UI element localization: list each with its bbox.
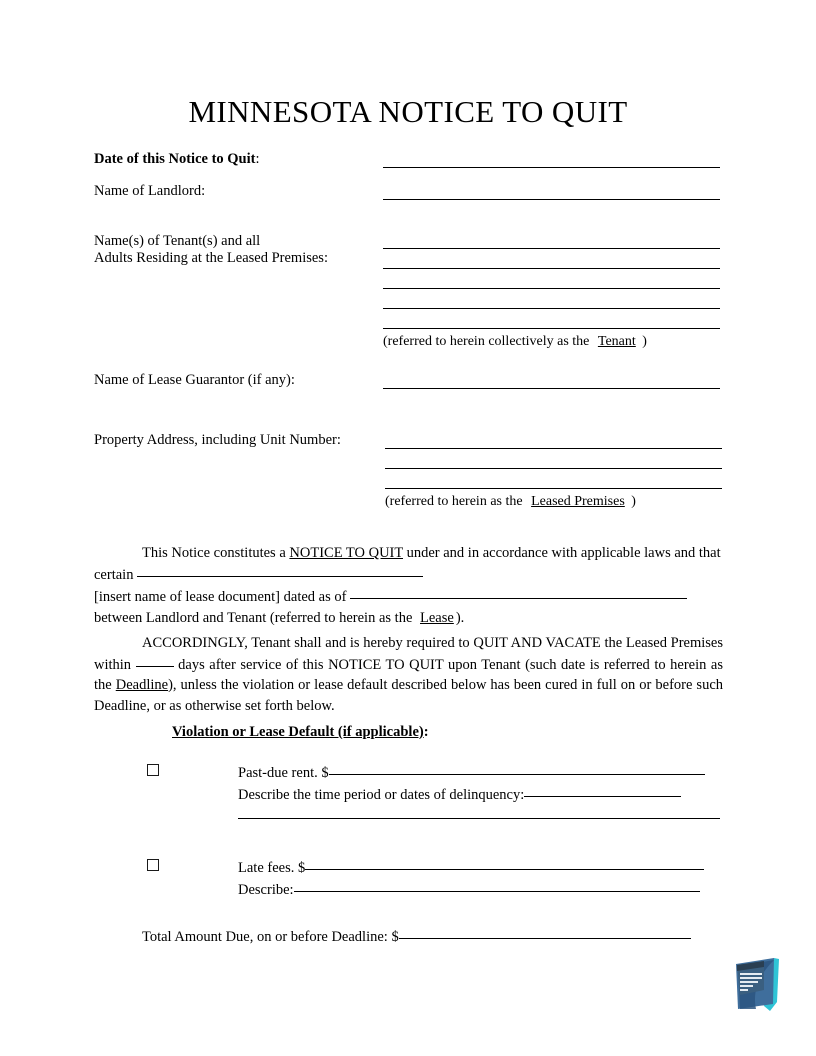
late-fees-label	[238, 856, 704, 877]
accordingly-paragraph	[94, 633, 723, 716]
p2-segment-3: ), unless the violation or lease default described below has been cured in full on or before such Deadline, or as otherwise set forth below.	[94, 677, 724, 714]
p1-segment-5: ).	[455, 609, 465, 626]
violation-section-heading	[172, 723, 429, 741]
document-logo	[730, 956, 780, 1014]
p2-segment-1: ACCORDINGLY, Tenant shall and is hereby required to QUIT AND VACATE the Leased Premises within	[94, 635, 723, 674]
property-address-blank-line-3[interactable]	[385, 488, 722, 489]
leased-premises-definition-note	[385, 493, 636, 510]
lease-date-blank[interactable]	[350, 585, 687, 599]
past-due-rent-label	[238, 761, 705, 782]
date-of-notice-label	[94, 151, 260, 168]
total-amount-due-label: Total Amount Due, on or before Deadline: $	[142, 929, 399, 945]
tenant-names-label-line1: Name(s) of Tenant(s) and all	[94, 233, 261, 249]
leased-premises-note-prefix: (referred to herein as the	[385, 494, 523, 509]
late-fees-amount-blank[interactable]	[305, 856, 704, 870]
checkbox-past-due-rent[interactable]	[147, 764, 159, 776]
total-amount-due-blank[interactable]	[399, 925, 691, 939]
late-fees-describe-row	[238, 878, 700, 899]
tenant-blank-line-2[interactable]	[383, 268, 720, 269]
lease-defined-term: Lease	[420, 609, 454, 626]
past-due-rent-describe-blank-1[interactable]	[524, 783, 681, 797]
past-due-rent-amount-blank[interactable]	[329, 761, 705, 775]
tenant-blank-line-1[interactable]	[383, 248, 720, 249]
notice-constitutes-paragraph	[94, 543, 721, 628]
late-fees-label-text: Late fees. $	[238, 860, 306, 876]
leased-premises-note-suffix: )	[631, 494, 636, 509]
violation-heading-colon: :	[423, 724, 429, 740]
past-due-rent-describe-label: Describe the time period or dates of delinquency:	[238, 787, 525, 803]
tenant-note-prefix: (referred to herein collectively as the	[383, 334, 590, 349]
checkbox-late-fees[interactable]	[147, 859, 159, 871]
total-amount-due-row	[142, 925, 691, 946]
tenant-blank-line-4[interactable]	[383, 308, 720, 309]
notice-to-quit-term: NOTICE TO QUIT	[289, 545, 403, 561]
late-fees-describe-label: Describe:	[238, 882, 294, 898]
tenant-blank-line-5[interactable]	[383, 328, 720, 329]
lease-guarantor-label: Name of Lease Guarantor (if any):	[94, 372, 295, 388]
logo-page-line-4	[740, 985, 753, 987]
logo-page-line-1	[740, 973, 762, 975]
p1-segment-2: under and in accordance with applicable laws and that certain	[94, 545, 721, 584]
property-address-blank-line-2[interactable]	[385, 468, 722, 469]
p2-segment-2: days after service of this NOTICE TO QUIT upon Tenant (such date is referred to herein as the	[94, 657, 723, 694]
logo-page-line-3	[740, 981, 758, 983]
p1-segment-1: This Notice constitutes a	[142, 545, 290, 561]
landlord-name-label: Name of Landlord:	[94, 183, 206, 199]
tenant-blank-line-3[interactable]	[383, 288, 720, 289]
date-of-notice-label-text: Date of this Notice to Quit	[94, 151, 256, 167]
document-logo-icon	[730, 956, 780, 1014]
late-fees-describe-blank[interactable]	[294, 878, 700, 892]
tenant-defined-term: Tenant	[597, 334, 636, 349]
property-address-label: Property Address, including Unit Number:	[94, 432, 341, 448]
date-of-notice-blank-line[interactable]	[383, 167, 720, 168]
p1-segment-3: [insert name of lease document] dated as of	[94, 589, 351, 606]
logo-page-line-2	[740, 977, 762, 979]
page-title: MINNESOTA NOTICE TO QUIT	[188, 94, 628, 129]
past-due-rent-label-text: Past-due rent. $	[238, 765, 329, 781]
past-due-rent-describe-blank-2[interactable]	[238, 818, 720, 819]
p1-segment-4: between Landlord and Tenant (referred to herein as the	[94, 609, 417, 626]
date-of-notice-colon: :	[255, 151, 260, 167]
days-count-blank[interactable]	[136, 653, 174, 667]
past-due-rent-describe-row	[238, 783, 681, 804]
lease-document-name-blank[interactable]	[137, 563, 423, 577]
violation-heading-text: Violation or Lease Default (if applicable)	[172, 724, 424, 740]
landlord-name-blank-line[interactable]	[383, 199, 720, 200]
deadline-defined-term: Deadline	[115, 677, 169, 694]
tenant-note-suffix: )	[642, 334, 647, 349]
logo-page-line-5	[740, 989, 748, 991]
lease-guarantor-blank-line[interactable]	[383, 388, 720, 389]
tenant-definition-note	[383, 333, 647, 350]
tenant-names-label-line2: Adults Residing at the Leased Premises:	[94, 250, 328, 266]
property-address-blank-line-1[interactable]	[385, 448, 722, 449]
leased-premises-defined-term: Leased Premises	[531, 494, 625, 509]
